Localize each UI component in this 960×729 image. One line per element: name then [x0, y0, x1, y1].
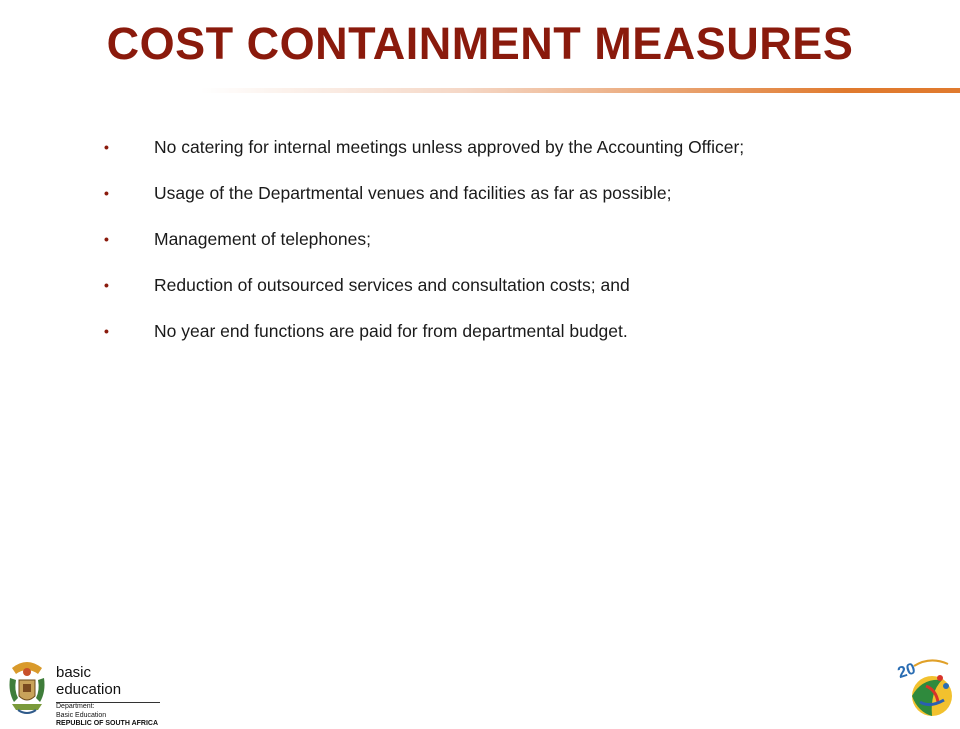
bullet-text: No catering for internal meetings unless approved by the Accounting Officer; — [154, 136, 745, 157]
twenty-years-of-freedom-logo — [896, 656, 958, 720]
title-divider — [200, 88, 960, 93]
slide-title: COST CONTAINMENT MEASURES — [106, 18, 854, 69]
bullet-item — [104, 308, 944, 354]
bullet-item — [104, 124, 944, 170]
bullet-list — [104, 124, 944, 354]
coat-of-arms-icon — [4, 658, 50, 716]
bullet-icon: • — [104, 323, 109, 339]
department-label: Department: — [56, 703, 95, 710]
bullet-icon: • — [104, 139, 109, 155]
department-name: Basic Education — [56, 711, 107, 719]
bullet-icon: • — [104, 277, 109, 293]
brand-name: basic education — [56, 664, 160, 703]
bullet-icon: • — [104, 231, 109, 247]
bullet-text: No year end functions are paid for from departmental budget. — [154, 320, 628, 341]
bullet-item — [104, 262, 944, 308]
bullet-text: Reduction of outsourced services and consultation costs; and — [154, 274, 630, 295]
country-name: REPUBLIC OF SOUTH AFRICA — [56, 720, 159, 727]
bullet-icon: • — [104, 185, 109, 201]
bullet-item — [104, 170, 944, 216]
bullet-item — [104, 216, 944, 262]
badge-number: 20 — [896, 660, 918, 683]
department-logo — [4, 656, 164, 727]
bullet-text: Usage of the Departmental venues and facilities as far as possible; — [154, 182, 672, 203]
bullet-text: Management of telephones; — [154, 228, 371, 249]
brand-block — [56, 664, 160, 729]
